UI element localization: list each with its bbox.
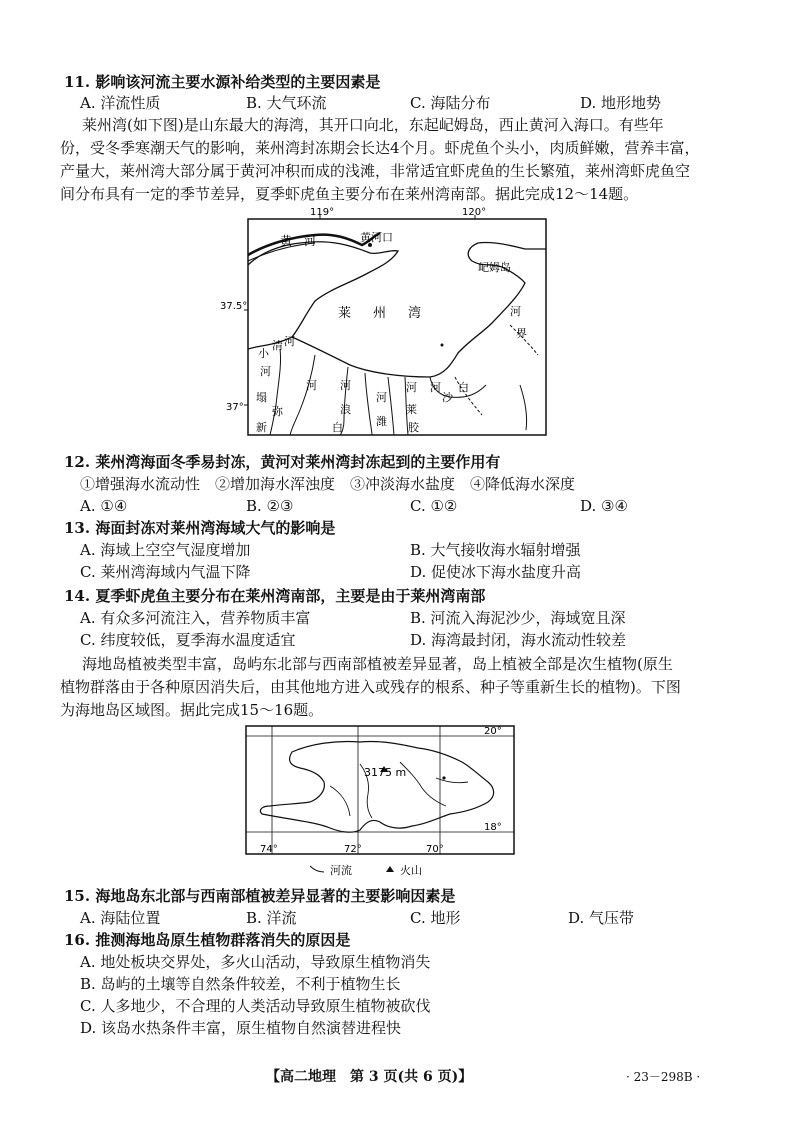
q11-option-a: A. 洋流性质 [80,94,161,112]
river-label: 胶 [408,421,419,434]
bay-label-3: 湾 [408,306,422,321]
yellow-river-label: 黄 河 [280,234,317,248]
jie-river-label-2: 界 [516,327,527,340]
passage2-line: 为海地岛区域图。据此完成15～16题。 [60,701,324,719]
q12-statements: ①增强海水流动性 ②增加海水浑浊度 ③冲淡海水盐度 ④降低海水深度 [80,475,576,493]
q12-stem: 12. 莱州湾海面冬季易封冻，黄河对莱州湾封冻起到的主要作用有 [64,453,501,471]
q15-stem: 15. 海地岛东北部与西南部植被差异显著的主要影响因素是 [64,887,456,905]
q12-option-c: C. ①② [410,497,458,515]
q11-option-b: B. 大气环流 [246,94,327,112]
legend-volcano-label: 火山 [400,864,422,877]
q13-option-d: D. 促使冰下海水盐度升高 [410,563,582,581]
passage1-line: 份，受冬季寒潮天气的影响，莱州湾封冻期会长达4个月。虾虎鱼个头小，肉质鲜嫩，营养丰富， [60,139,700,157]
bay-label-2: 州 [373,306,387,321]
q11-option-d: D. 地形地势 [580,94,662,112]
q14-option-a: A. 有众多河流注入，营养物质丰富 [80,609,311,627]
q14-option-b: B. 河流入海泥沙少，海域宽且深 [410,609,626,627]
xiaoqing-label-3: 河 [284,335,295,348]
paper-code: · 23－298B · [626,1070,701,1084]
passage2-line: 海地岛植被类型丰富，岛屿东北部与西南部植被差异显著，岛上植被全部是次生植物(原生 [82,655,673,673]
passage1-line: 产量大，莱州湾大部分属于黄河冲积而成的浅滩，非常适宜虾虎鱼的生长繁殖，莱州湾虾虎鱼空 [60,162,691,180]
q12-option-a: A. ①④ [80,497,128,515]
q16-option-a: A. 地处板块交界处，多火山活动，导致原生植物消失 [80,953,431,971]
river-label: 莱 [406,403,417,416]
peak-elevation-label: 3175 m [364,766,407,779]
river-label: 潍 [376,415,387,428]
lat-20-label: 20° [484,726,502,737]
river-label: 沙 [442,391,453,404]
river-label: 塌 [256,391,267,404]
laizhou-bay-map [220,205,550,440]
bay-label-1: 莱 [338,306,352,321]
q11-stem: 11. 影响该河流主要水源补给类型的主要因素是 [64,73,381,91]
q12-option-d: D. ③④ [580,497,628,515]
passage1-line: 莱州湾(如下图)是山东最大的海湾，其开口向北，东起屺姆岛，西止黄河入海口。有些年 [82,116,664,134]
q14-option-c: C. 纬度较低，夏季海水温度适宜 [80,631,296,649]
lon-72-label: 72° [344,844,362,855]
q15-option-a: A. 海陆位置 [80,909,161,927]
river-label: 白 [458,381,469,394]
lon-119-label: 119° [310,207,335,218]
q16-option-c: C. 人多地少，不合理的人类活动导致原生植物被砍伐 [80,997,431,1015]
xiaoqing-label-1: 小 [258,347,269,360]
q11-option-c: C. 海陆分布 [410,94,491,112]
lat-37-label: 37° [226,402,244,413]
river-label: 新 [256,421,267,434]
legend-river-symbol [310,866,324,872]
passage1-line: 间分布具有一定的季节差异，夏季虾虎鱼主要分布在莱州湾南部。据此完成12～14题。 [60,185,639,203]
legend-volcano-symbol [386,866,394,872]
q16-stem: 16. 推测海地岛原生植物群落消失的原因是 [64,931,351,949]
xiaoqing-label-2: 清 [272,339,283,352]
hispaniola-map [240,722,520,880]
lon-70-label: 70° [426,844,444,855]
q13-stem: 13. 海面封冻对莱州湾海域大气的影响是 [64,519,336,537]
river-label: 河 [430,381,441,394]
q13-option-b: B. 大气接收海水辐射增强 [410,541,581,559]
lat-18-label: 18° [484,822,502,833]
jimudao-label: 屺姆岛 [478,261,511,274]
river-label: 白 [332,421,343,434]
q13-option-c: C. 莱州湾海域内气温下降 [80,563,251,581]
lon-74-label: 74° [260,844,278,855]
q15-option-c: C. 地形 [410,909,461,927]
river-label: 弥 [272,405,283,418]
legend-river-label: 河流 [330,864,352,877]
river-label: 河 [406,381,417,394]
river-label: 河 [340,379,351,392]
q12-option-b: B. ②③ [246,497,294,515]
river-label: 河 [260,365,271,378]
q13-option-a: A. 海域上空空气湿度增加 [80,541,251,559]
passage2-line: 植物群落由于各种原因消失后，由其他地方进入或残存的根系、种子等重新生长的植物)。下图 [60,678,681,696]
q15-option-b: B. 洋流 [246,909,297,927]
river-label: 浪 [340,403,351,416]
q15-option-d: D. 气压带 [568,909,635,927]
yellow-river-mouth-label: 黄河口 [360,231,393,244]
lat-375-label: 37.5° [220,301,248,312]
page-footer: 【高二地理 第 3 页(共 6 页)】 [266,1069,473,1085]
q14-option-d: D. 海湾最封闭，海水流动性较差 [410,631,627,649]
jie-river-label-1: 河 [510,305,521,318]
q14-stem: 14. 夏季虾虎鱼主要分布在莱州湾南部，主要是由于莱州湾南部 [64,587,486,605]
lon-120-label: 120° [462,207,487,218]
q16-option-d: D. 该岛水热条件丰富，原生植物自然演替进程快 [80,1019,402,1037]
river-label: 河 [376,391,387,404]
q16-option-b: B. 岛屿的土壤等自然条件较差，不利于植物生长 [80,975,401,993]
river-label: 河 [306,379,317,392]
